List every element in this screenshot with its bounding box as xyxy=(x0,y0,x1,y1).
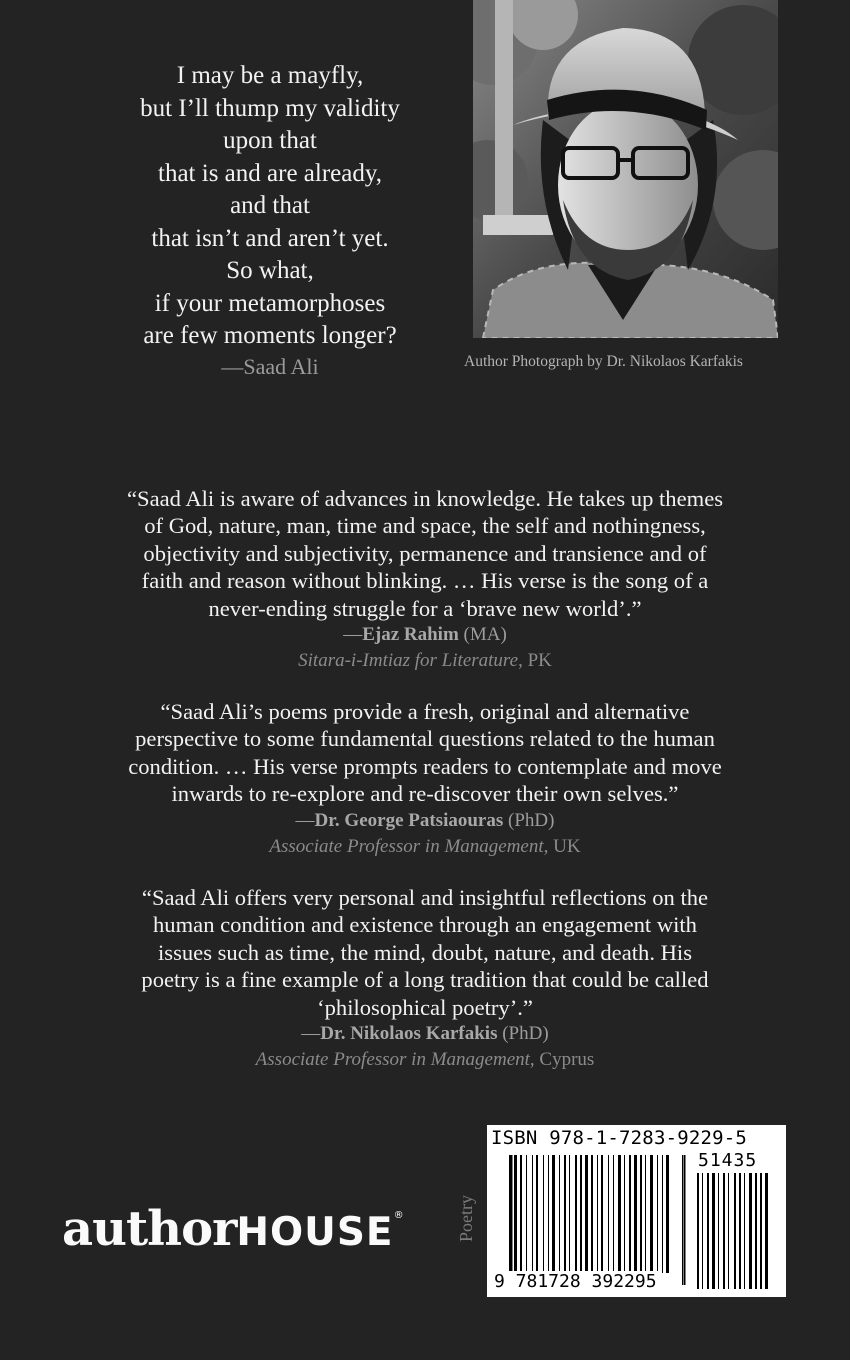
ean-digits: 9 781728 392295 xyxy=(494,1271,657,1292)
addon-bar xyxy=(697,1173,699,1289)
poem-line: that isn’t and aren’t yet. xyxy=(151,224,389,252)
barcode-bar xyxy=(624,1155,625,1273)
addon-bar xyxy=(739,1173,741,1289)
quote-line: “Saad Ali’s poems provide a fresh, original and alternative xyxy=(160,699,690,724)
poem-line: and that xyxy=(230,192,310,219)
addon-bar xyxy=(712,1173,715,1289)
barcode-bar xyxy=(580,1155,582,1273)
quote-line: poetry is a fine example of a long tradition that could be called xyxy=(141,967,709,993)
barcode-bar xyxy=(650,1155,653,1273)
addon-bar xyxy=(755,1173,757,1289)
barcode-bar xyxy=(629,1155,631,1273)
barcode-bar xyxy=(601,1155,603,1273)
barcode-bar xyxy=(618,1155,621,1273)
addon-bar xyxy=(718,1173,719,1289)
addon-bar xyxy=(749,1173,752,1289)
poem-line: if your metamorphoses xyxy=(154,289,386,317)
quote-line: “Saad Ali is aware of advances in knowledge. He takes up themes xyxy=(126,486,724,511)
book-category: Poetry xyxy=(456,1195,476,1242)
quote-line: ‘philosophical poetry’.” xyxy=(317,994,533,1020)
quote-line: human condition and existence through an engagement with xyxy=(153,912,697,938)
poem-line: upon that xyxy=(223,127,317,154)
barcode-bar xyxy=(575,1155,577,1273)
addon-bar xyxy=(702,1173,703,1289)
poem-line: are few moments longer? xyxy=(143,322,397,349)
barcode-bar xyxy=(526,1155,527,1273)
quote-line: perspective to some fundamental questions related to the human xyxy=(135,726,715,752)
addon-bar xyxy=(734,1173,736,1289)
barcode-bar xyxy=(514,1155,517,1273)
reviewer-name: —Ejaz Rahim (MA) xyxy=(343,624,507,646)
review-quote-2 xyxy=(60,698,790,860)
barcode-bar xyxy=(564,1155,566,1273)
reviewer-name: —Dr. Nikolaos Karfakis (PhD) xyxy=(301,1023,549,1045)
addon-bar xyxy=(723,1173,725,1289)
author-photo xyxy=(473,0,778,338)
addon-bar xyxy=(760,1173,762,1289)
quote-line: issues such as time, the mind, doubt, nature, and death. His xyxy=(158,939,692,965)
poem-attribution: —Saad Ali xyxy=(221,353,319,379)
review-quote-3 xyxy=(60,884,790,1073)
barcode-bar xyxy=(608,1155,609,1273)
barcode-bar xyxy=(662,1155,663,1273)
barcode-bar xyxy=(640,1155,642,1273)
barcode-bar xyxy=(548,1155,549,1273)
addon-bar xyxy=(728,1173,729,1289)
poem-line: So what, xyxy=(226,257,314,284)
barcode-bar xyxy=(552,1155,555,1273)
barcode-guard-bar xyxy=(511,1155,513,1285)
photo-caption: Author Photograph by Dr. Nikolaos Karfakis xyxy=(464,353,743,370)
barcode-guard-bar xyxy=(682,1155,684,1285)
reviewer-role: Associate Professor in Management, Cyprus xyxy=(255,1049,595,1071)
barcode-bar xyxy=(657,1155,658,1273)
barcode-bar xyxy=(591,1155,593,1273)
quote-line: of God, nature, man, time and space, the self and nothingness, xyxy=(144,513,706,539)
author-portrait-image xyxy=(473,0,778,338)
isbn-text: ISBN 978-1-7283-9229-5 xyxy=(491,1127,748,1149)
barcode-guard-bar xyxy=(684,1155,686,1285)
reviewer-role: Associate Professor in Management, UK xyxy=(269,835,581,857)
price-addon-digits: 51435 xyxy=(698,1150,758,1171)
barcode-bar xyxy=(536,1155,538,1273)
barcode-bar xyxy=(569,1155,570,1273)
review-quote-1 xyxy=(60,485,790,674)
quote-line: condition. … His verse prompts readers to contemplate and move xyxy=(128,753,722,779)
barcode-bar xyxy=(597,1155,598,1273)
barcode-bar xyxy=(613,1155,614,1273)
epigraph-poem xyxy=(95,60,445,381)
barcode-bar xyxy=(543,1155,544,1273)
reviewer-name: —Dr. George Patsiaouras (PhD) xyxy=(295,809,555,831)
barcode-bar xyxy=(520,1155,522,1273)
poem-line: but I’ll thump my validity xyxy=(140,94,400,122)
addon-bar xyxy=(765,1173,768,1289)
barcode-bar xyxy=(634,1155,637,1273)
reviewer-role: Sitara-i-Imtiaz for Literature, PK xyxy=(298,650,552,672)
isbn-barcode xyxy=(487,1125,786,1297)
quote-line: inwards to re-explore and re-discover their own selves.” xyxy=(171,781,679,807)
addon-bar xyxy=(744,1173,745,1289)
poem-line: that is and are already, xyxy=(158,159,382,187)
quote-line: “Saad Ali offers very personal and insightful reflections on the xyxy=(141,885,709,910)
quote-line: objectivity and subjectivity, permanence and transience and of xyxy=(143,540,707,566)
quote-line: never-ending struggle for a ‘brave new world’.” xyxy=(208,595,642,621)
quote-line: faith and reason without blinking. … His verse is the song of a xyxy=(141,568,709,594)
publisher-logo: authorHOUSE® xyxy=(62,1201,404,1257)
poem-line: I may be a mayfly, xyxy=(176,62,364,89)
barcode-bar xyxy=(645,1155,646,1273)
barcode-bar xyxy=(532,1155,533,1273)
barcode-bar xyxy=(585,1155,588,1273)
barcode-bar xyxy=(666,1155,669,1273)
barcode-guard-bar xyxy=(509,1155,511,1285)
addon-bar xyxy=(707,1173,709,1289)
barcode-bar xyxy=(559,1155,560,1273)
